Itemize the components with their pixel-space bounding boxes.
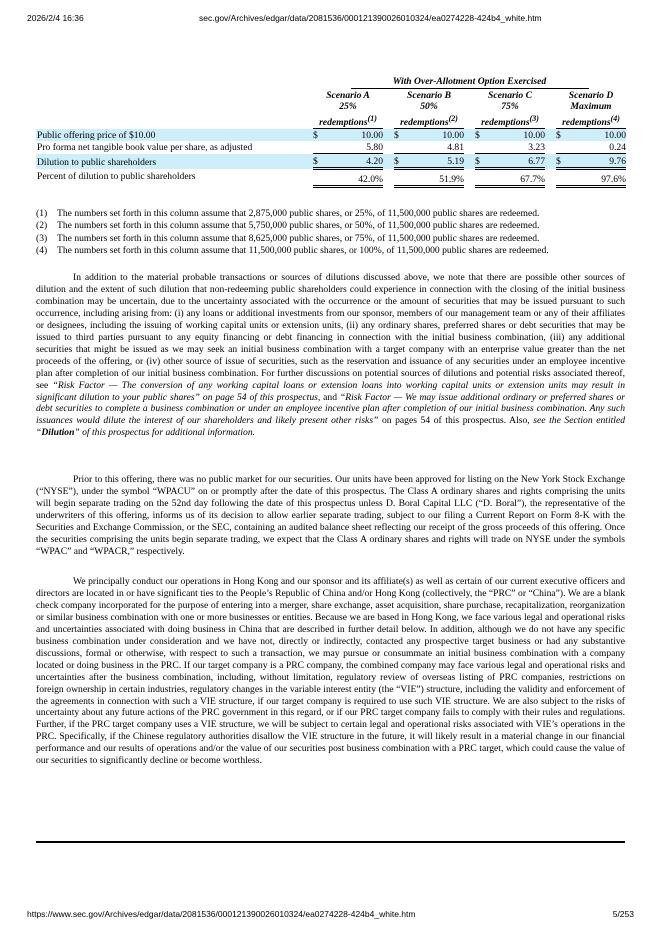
column-header-d: Scenario D Maximum redemptions$^{(4)}$ bbox=[556, 90, 626, 130]
column-header-a: Scenario A 25% redemptions$^{(1)}$ bbox=[313, 90, 383, 130]
footnotes bbox=[36, 208, 626, 257]
page-url: sec.gov/Archives/edgar/data/2081536/000121390026010324/ea0274228-424b4_white.htm bbox=[199, 13, 542, 23]
column-header-c: Scenario C 75% redemptions$^{(3)}$ bbox=[475, 90, 545, 130]
page-number: 5/253 bbox=[612, 909, 634, 919]
table-row: Public offering price of $10.00 $ 10.00 $ 10.00 $ 10.00 $ 10.00 bbox=[37, 129, 626, 141]
paragraph-prc-risks: We principally conduct our operations in Hong Kong and our sponsor and its affiliate(s) as well as certain of our current executive officers and directors are located in or have significant ties to the People’s Republic of China and/or Hong Kong (collectively, the “PRC” or “China”). We are a blank check company incorporated for the purpose of entering into a merger, share exchange, asset acquisition, share purchase, recapitalization, reorganization or similar business combination with one or more businesses or entities. Because we are based in Hong Kong, we face various legal and operational risks and uncertainties associated with doing business in China that are described in further detail below. In addition, although we do not have any specific business combination under consideration and we have not, directly or indirectly, contacted any prospective target business or had any substantive discussions, formal or otherwise, with respect to such a transaction, we may pursue or consummate an initial business combination with a company located or doing business in the PRC. If our target company is a PRC company, the combined company may face various legal and operational risks and uncertainties after the business combination, including, without limitation, regulatory review of overseas listing of PRC companies, restrictions on foreign ownership in certain industries, regulatory changes in the variable interest entity (the “VIE”) structure, including the validity and enforcement of the agreements in connection with such a VIE structure, if our target company is required to use such VIE structure. We are also subject to the risks of uncertainty about any future actions of the PRC government in this regard, or if our PRC target company fails to comply with their rules and regulations. Further, if the PRC target company uses a VIE structure, we will be subject to certain legal and operational risks associated with VIE’s operations in the PRC. Specifically, if the Chinese regulatory authorities disallow the VIE structure in the future, it will likely result in a material change in our financial performance and our results of operations and/or the value of our securities post business combination with a PRC target, which could cause the value of our securities to significantly decline or become worthless. bbox=[36, 576, 625, 767]
dilution-table bbox=[36, 76, 626, 188]
page-divider bbox=[36, 841, 625, 843]
paragraph-market: Prior to this offering, there was no public market for our securities. Our units have been approved for listing on the New York Stock Exchange (“NYSE”), under the symbol “WPACU” on or promptly after the date of this prospectus. The Class A ordinary shares and rights comprising the units will begin separate trading on the 52nd day following the date of this prospectus unless D. Boral Capital LLC (“D. Boral”), the representative of the underwriters of this offering, informs us of its decision to allow earlier separate trading, subject to our filing a Current Report on Form 8-K with the Securities and Exchange Commission, or the SEC, containing an audited balance sheet reflecting our receipt of the gross proceeds of this offering. Once the securities comprising the units begin separate trading, we expect that the Class A ordinary shares and rights will trade on NYSE under the symbols “WPAC” and “WPACR,” respectively. bbox=[36, 474, 625, 557]
footnote: (1) The numbers set forth in this column assume that 2,875,000 public shares, or 25%, of 11,500,000 public shares are redeemed. bbox=[36, 208, 540, 219]
footer-url: https://www.sec.gov/Archives/edgar/data/2081536/000121390026010324/ea0274228-424b4_white.htm bbox=[27, 909, 416, 919]
table-row: Percent of dilution to public shareholders 42.0% 51.9% 67.7% 97.6% bbox=[37, 170, 626, 185]
column-header-b: Scenario B 50% redemptions$^{(2)}$ bbox=[394, 90, 464, 130]
print-timestamp: 2026/2/4 16:36 bbox=[27, 13, 84, 23]
table-label-header bbox=[36, 90, 313, 130]
table-group-header: With Over-Allotment Option Exercised bbox=[313, 76, 626, 90]
footnote: (2) The numbers set forth in this column assume that 5,750,000 public shares, or 50%, of 11,500,000 public shares are redeemed. bbox=[36, 220, 540, 232]
table-row: Dilution to public shareholders $ 4.20 $ 5.19 $ 6.77 $ 9.76 bbox=[37, 155, 626, 169]
footnote: (4) The numbers set forth in this column assume that 11,500,000 public shares, or 100%, of 11,500,000 public shares are redeemed. bbox=[36, 244, 549, 256]
footnote: (3) The numbers set forth in this column assume that 8,625,000 public shares, or 75%, of 11,500,000 public shares are redeemed. bbox=[36, 232, 540, 244]
table-row: Pro forma net tangible book value per share, as adjusted 5.80 4.81 3.23 0.24 bbox=[37, 141, 626, 154]
paragraph-dilution: In addition to the material probable transactions or sources of dilutions discussed above, we note that there are possible other sources of dilution and the extent of such dilution that non-redeeming public shareholders could experience in connection with the closing of the initial business combination may be uncertain, due to the uncertainty associated with the occurrence or the amount of securities that may be issued pursuant to such occurrence, including arising from: (i) any loans or additional investments from our sponsor, members of our management team or any of their affiliates or designees, including the issuing of working capital units or extension units, (ii) any ordinary shares, preferred shares or debt securities that may be issued to third parties pursuant to any equity financing or debt financing in connection with the initial business combination, (iii) any additional securities that might be issued as we may seek an initial business combination with a target company with an enterprise value greater than the net proceeds of the offering, or (iv) other source of issue of securities, such as the reservation and issuance of any securities under an employee incentive plan after completion of our initial business combination. For further discussions on potential sources of dilutions and potential risks associated thereof, see “Risk Factor — The conversion of any working capital loans or extension loans into working capital units or extension units may result in significant dilution to your public shares” on page 54 of this prospectus, and “Risk Factor — We may issue additional ordinary or preferred shares or debt securities to complete a business combination or under an employee incentive plan after completion of our initial business combination. Any such issuances would dilute the interest of our shareholders and likely present other risks” on pages 54 of this prospectus. Also, see the Section entitled “Dilution” of this prospectus for additional information. bbox=[36, 272, 625, 439]
